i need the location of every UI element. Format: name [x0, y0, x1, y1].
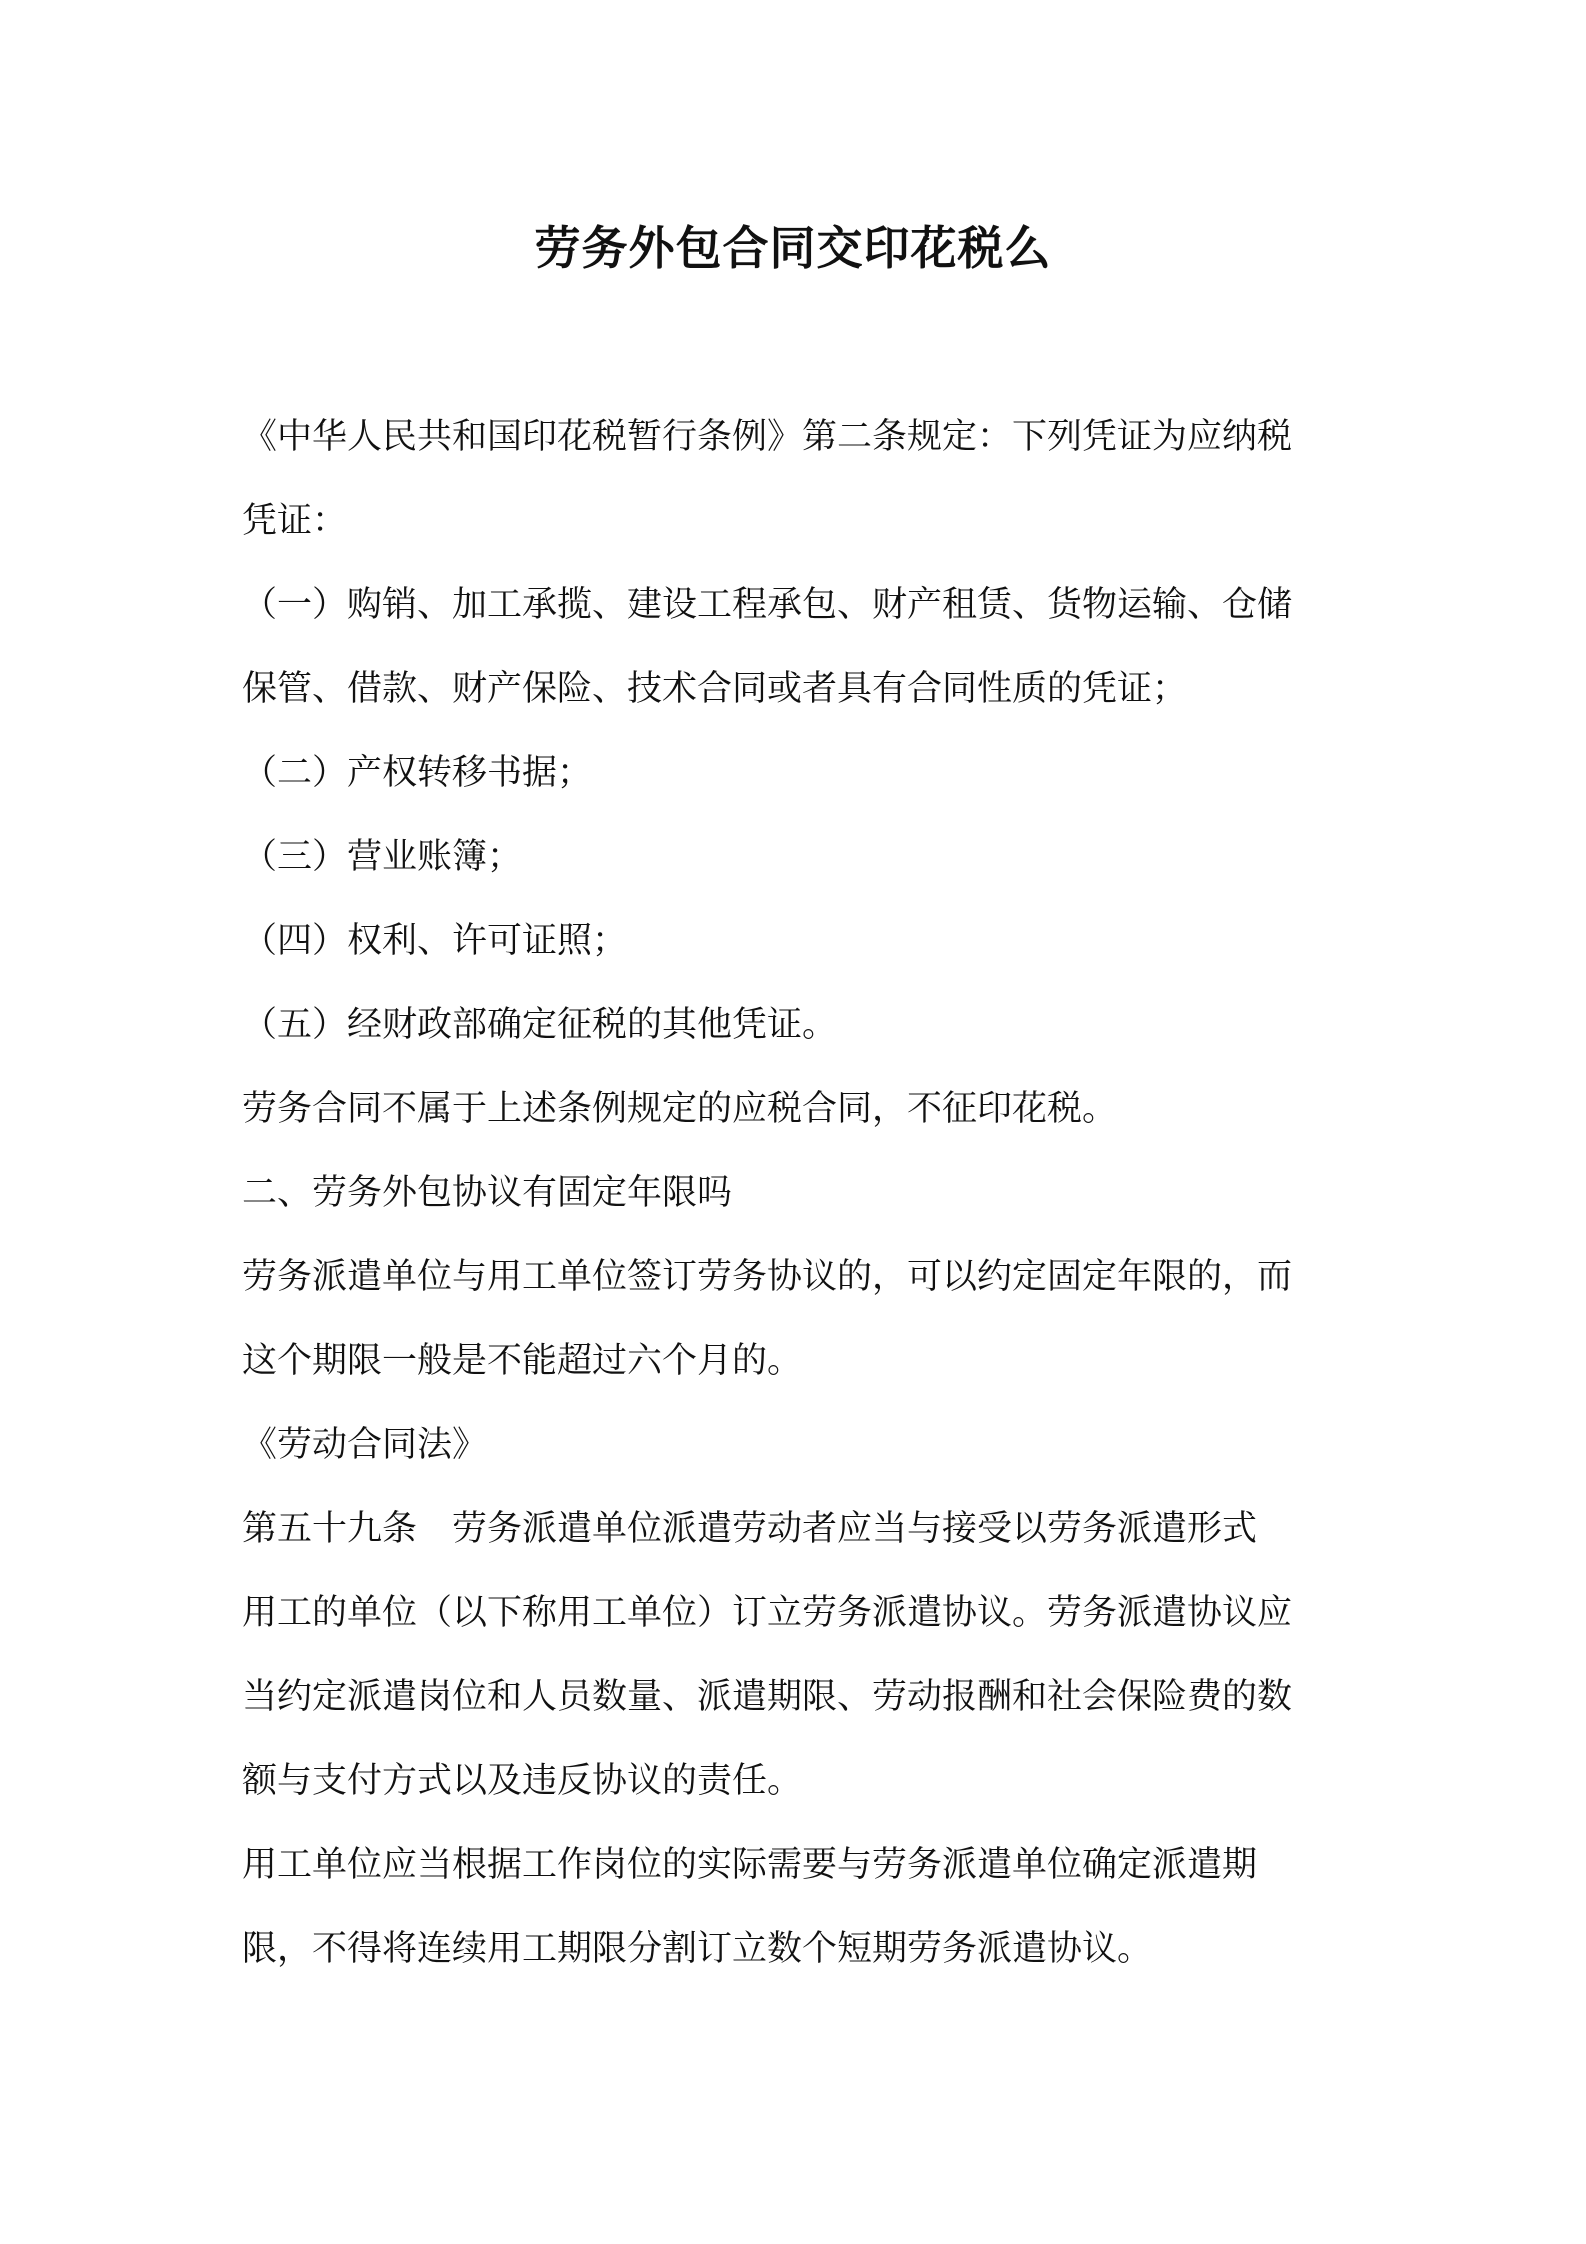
law-title: 《劳动合同法》	[242, 1425, 488, 1465]
body-line: 劳务合同不属于上述条例规定的应税合同，不征印花税。	[242, 1089, 1118, 1129]
article-line: 用工单位应当根据工作岗位的实际需要与劳务派遣单位确定派遣期	[242, 1845, 1258, 1885]
body-line: （五）经财政部确定征税的其他凭证。	[242, 1005, 838, 1045]
article-line: 第五十九条 劳务派遣单位派遣劳动者应当与接受以劳务派遣形式	[242, 1509, 1258, 1549]
article-line: 限，不得将连续用工期限分割订立数个短期劳务派遣协议。	[242, 1929, 1153, 1969]
article-line: 额与支付方式以及违反协议的责任。	[242, 1761, 803, 1801]
body-line: 凭证：	[242, 501, 348, 541]
article-line: 用工的单位（以下称用工单位）订立劳务派遣协议。劳务派遣协议应	[242, 1593, 1293, 1633]
body-line: （一）购销、加工承揽、建设工程承包、财产租赁、货物运输、仓储	[242, 585, 1293, 625]
document-title: 劳务外包合同交印花税么	[534, 221, 1052, 275]
section-heading: 二、劳务外包协议有固定年限吗	[242, 1173, 733, 1213]
body-line: （二）产权转移书据；	[242, 753, 593, 793]
body-line: （四）权利、许可证照；	[242, 921, 628, 961]
body-line: （三）营业账簿；	[242, 837, 523, 877]
body-line: 劳务派遣单位与用工单位签订劳务协议的，可以约定固定年限的，而	[242, 1257, 1293, 1297]
body-line: 这个期限一般是不能超过六个月的。	[242, 1341, 803, 1381]
article-line: 当约定派遣岗位和人员数量、派遣期限、劳动报酬和社会保险费的数	[242, 1677, 1293, 1717]
body-line: 保管、借款、财产保险、技术合同或者具有合同性质的凭证；	[242, 669, 1188, 709]
document-body	[242, 395, 1362, 1991]
body-line: 《中华人民共和国印花税暂行条例》第二条规定：下列凭证为应纳税	[242, 417, 1293, 457]
